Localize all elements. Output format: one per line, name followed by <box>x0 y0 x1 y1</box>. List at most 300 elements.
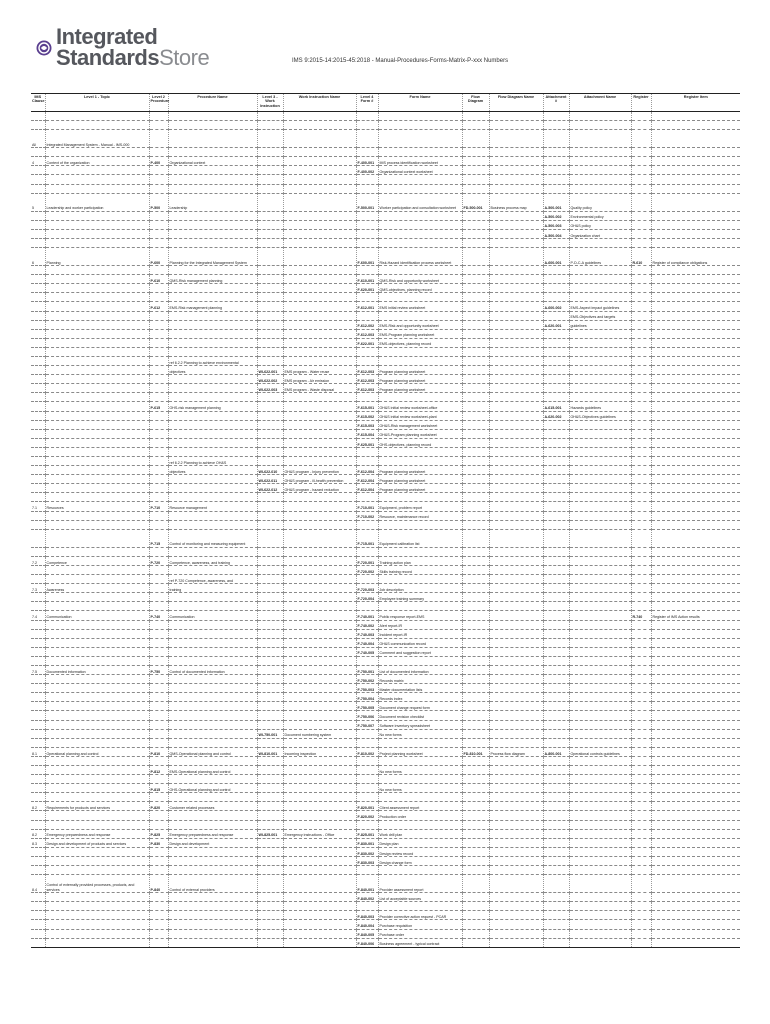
table-cell: QMS-Risk and opportunity worksheet <box>378 275 462 284</box>
table-cell: Skills training record <box>378 565 462 574</box>
table-cell <box>631 938 651 947</box>
table-cell: F-500-001 <box>356 193 378 211</box>
table-cell <box>168 593 257 602</box>
table-cell: P-612 <box>149 302 168 311</box>
table-cell: No new forms <box>378 784 462 793</box>
table-cell <box>149 447 168 456</box>
table-cell: Hazards guidelines <box>569 402 631 411</box>
table-row <box>31 702 740 711</box>
table-cell: F-615-002 <box>356 411 378 420</box>
table-cell <box>651 284 740 293</box>
table-cell <box>489 175 543 184</box>
table-cell: F-710-002 <box>356 511 378 520</box>
table-cell <box>569 148 631 157</box>
table-cell <box>462 475 489 484</box>
table-cell <box>283 802 356 811</box>
table-cell <box>168 475 257 484</box>
table-cell <box>31 175 45 184</box>
table-cell <box>462 820 489 829</box>
table-cell: F-750-001 <box>356 665 378 674</box>
table-cell <box>651 520 740 529</box>
table-cell <box>283 902 356 911</box>
table-cell <box>543 329 569 338</box>
table-cell <box>651 493 740 502</box>
table-cell: F-810-002 <box>356 747 378 756</box>
table-cell <box>651 157 740 166</box>
table-cell <box>356 756 378 765</box>
table-cell <box>168 420 257 429</box>
table-cell <box>45 148 149 157</box>
table-cell <box>462 684 489 693</box>
table-cell <box>283 920 356 929</box>
table-cell <box>149 520 168 529</box>
table-cell <box>31 547 45 556</box>
table-cell <box>149 593 168 602</box>
table-cell: Program planning worksheet <box>378 466 462 475</box>
table-cell <box>31 329 45 338</box>
table-cell: A-600-002 <box>543 302 569 311</box>
table-cell <box>149 711 168 720</box>
table-cell <box>168 311 257 320</box>
table-cell <box>631 193 651 211</box>
table-cell <box>489 121 543 130</box>
table-cell <box>569 720 631 729</box>
table-cell <box>631 929 651 938</box>
table-cell <box>149 847 168 856</box>
table-cell: F-820-002 <box>356 811 378 820</box>
table-cell <box>462 447 489 456</box>
table-cell <box>462 466 489 475</box>
table-cell <box>462 393 489 402</box>
table-cell <box>283 556 356 565</box>
table-cell: Document change request form <box>378 702 462 711</box>
table-cell <box>462 356 489 365</box>
table-cell <box>356 184 378 193</box>
table-cell <box>462 275 489 284</box>
table-cell: Design change form <box>378 856 462 865</box>
table-cell <box>257 130 283 148</box>
table-cell: P-740 <box>149 611 168 620</box>
table-row <box>31 447 740 456</box>
table-cell <box>489 875 543 893</box>
table-cell <box>378 130 462 148</box>
table-cell <box>543 502 569 511</box>
table-cell <box>257 529 283 547</box>
table-cell: F-740-005 <box>356 647 378 656</box>
table-cell <box>31 166 45 175</box>
table-cell <box>31 620 45 629</box>
table-cell <box>378 457 462 466</box>
table-cell <box>569 856 631 865</box>
table-cell: QMS-Risk management planning <box>168 275 257 284</box>
table-cell <box>569 684 631 693</box>
table-cell <box>168 647 257 656</box>
table-cell <box>283 420 356 429</box>
table-cell <box>45 729 149 738</box>
table-cell: F-840-002 <box>356 893 378 902</box>
table-cell <box>257 266 283 275</box>
table-cell <box>651 720 740 729</box>
table-cell: 8.1 <box>31 747 45 756</box>
table-cell: R-740 <box>631 611 651 620</box>
table-cell <box>489 520 543 529</box>
table-cell: EMS-Risk management planning <box>168 302 257 311</box>
table-cell: Integrated Management System - Manual - IMS-000 <box>45 130 149 148</box>
table-cell <box>569 802 631 811</box>
table-cell <box>569 875 631 893</box>
table-cell <box>489 229 543 238</box>
table-cell: F-840-001 <box>356 875 378 893</box>
table-cell <box>31 820 45 829</box>
table-row <box>31 638 740 647</box>
table-cell <box>543 675 569 684</box>
table-cell <box>283 847 356 856</box>
table-cell <box>31 847 45 856</box>
table-cell <box>543 820 569 829</box>
table-cell <box>283 656 356 665</box>
table-cell <box>489 620 543 629</box>
table-cell <box>45 675 149 684</box>
table-cell <box>257 738 283 747</box>
table-cell: F-620-001 <box>356 284 378 293</box>
table-cell <box>45 184 149 193</box>
table-cell <box>283 121 356 130</box>
table-cell <box>168 693 257 702</box>
table-cell <box>257 493 283 502</box>
table-cell <box>31 475 45 484</box>
table-cell <box>149 148 168 157</box>
table-cell <box>651 829 740 838</box>
table-cell <box>257 911 283 920</box>
table-cell <box>45 220 149 229</box>
table-cell <box>378 293 462 302</box>
table-cell: Control of monitoring and measuring equipment <box>168 529 257 547</box>
table-cell <box>631 847 651 856</box>
table-cell <box>462 366 489 375</box>
table-cell <box>257 447 283 456</box>
table-cell: Leadership and worker participation <box>45 193 149 211</box>
table-cell: WI-622-002 <box>257 375 283 384</box>
table-cell <box>631 175 651 184</box>
table-cell <box>569 929 631 938</box>
table-cell <box>651 793 740 802</box>
table-cell <box>257 793 283 802</box>
table-cell <box>651 756 740 765</box>
table-cell <box>45 366 149 375</box>
table-cell <box>283 629 356 638</box>
table-cell <box>283 193 356 211</box>
table-cell: F-720-002 <box>356 565 378 574</box>
table-cell <box>651 565 740 574</box>
table-cell <box>168 547 257 556</box>
table-cell <box>543 447 569 456</box>
table-row <box>31 229 740 238</box>
table-cell <box>462 238 489 247</box>
table-cell <box>283 575 356 584</box>
table-cell <box>569 393 631 402</box>
table-cell <box>149 484 168 493</box>
table-cell <box>283 130 356 148</box>
table-cell <box>543 347 569 356</box>
table-cell <box>543 756 569 765</box>
table-cell: Process flow diagram <box>489 747 543 756</box>
table-cell <box>489 584 543 593</box>
table-cell <box>631 711 651 720</box>
table-body <box>31 112 740 948</box>
table-cell <box>257 238 283 247</box>
table-cell: OH&S communication record <box>378 638 462 647</box>
table-cell <box>168 720 257 729</box>
table-cell <box>257 866 283 875</box>
table-cell: F-840-006 <box>356 938 378 947</box>
table-cell <box>462 756 489 765</box>
table-cell <box>283 784 356 793</box>
table-cell: OHS-risk management planning <box>168 402 257 411</box>
table-cell <box>489 338 543 347</box>
table-row <box>31 675 740 684</box>
table-cell: F-740-002 <box>356 620 378 629</box>
table-cell <box>543 729 569 738</box>
table-cell: F-840-004 <box>356 920 378 929</box>
table-cell <box>149 475 168 484</box>
table-cell: 7.5 <box>31 665 45 674</box>
table-cell: Business agreement - typical contract <box>378 938 462 947</box>
table-cell <box>631 675 651 684</box>
table-cell: A-500-002 <box>543 211 569 220</box>
table-cell <box>651 293 740 302</box>
table-cell <box>168 347 257 356</box>
table-cell <box>651 647 740 656</box>
table-cell: F-840-005 <box>356 929 378 938</box>
table-cell <box>149 375 168 384</box>
table-cell <box>651 366 740 375</box>
table-cell <box>378 520 462 529</box>
table-cell <box>631 520 651 529</box>
table-cell <box>257 929 283 938</box>
table-cell <box>257 511 283 520</box>
table-cell <box>651 266 740 275</box>
table-cell <box>631 638 651 647</box>
table-cell <box>489 457 543 466</box>
table-cell: F-612-001 <box>356 302 378 311</box>
table-cell: F-740-004 <box>356 638 378 647</box>
table-cell <box>283 429 356 438</box>
table-cell <box>631 920 651 929</box>
table-row <box>31 529 740 547</box>
table-row <box>31 520 740 529</box>
table-cell <box>489 112 543 121</box>
table-cell <box>45 457 149 466</box>
column-header: Procedure Name <box>168 94 257 112</box>
table-cell <box>631 747 651 756</box>
table-cell: Job description <box>378 584 462 593</box>
table-cell <box>651 475 740 484</box>
table-cell <box>462 520 489 529</box>
table-cell <box>378 184 462 193</box>
table-cell <box>543 311 569 320</box>
table-cell: F-715-001 <box>356 529 378 547</box>
table-cell: Design and development of products and services <box>45 838 149 847</box>
table-cell <box>356 148 378 157</box>
table-cell <box>631 429 651 438</box>
table-cell <box>543 620 569 629</box>
table-cell: Work drill plan <box>378 829 462 838</box>
table-cell <box>149 457 168 466</box>
table-cell: F-830-001 <box>356 838 378 847</box>
table-cell: 7.2 <box>31 556 45 565</box>
table-cell <box>543 647 569 656</box>
table-cell <box>569 847 631 856</box>
table-cell <box>257 211 283 220</box>
table-cell <box>569 429 631 438</box>
table-cell: F-740-001 <box>356 611 378 620</box>
table-row <box>31 112 740 121</box>
table-row <box>31 193 740 211</box>
table-cell <box>651 466 740 475</box>
table-cell <box>569 838 631 847</box>
table-cell <box>168 438 257 447</box>
table-cell <box>489 475 543 484</box>
table-cell <box>45 893 149 902</box>
table-cell <box>168 384 257 393</box>
table-cell <box>651 893 740 902</box>
table-row <box>31 629 740 638</box>
table-cell <box>168 293 257 302</box>
table-cell <box>45 275 149 284</box>
table-cell <box>378 575 462 584</box>
table-cell <box>489 647 543 656</box>
table-cell <box>489 166 543 175</box>
table-cell: P-710 <box>149 502 168 511</box>
table-cell: F-400-001 <box>356 157 378 166</box>
table-cell <box>631 475 651 484</box>
table-cell: EMS-objectives, planning record <box>378 338 462 347</box>
table-cell <box>149 547 168 556</box>
table-cell: Program planning worksheet <box>378 375 462 384</box>
table-cell <box>45 484 149 493</box>
table-cell <box>631 493 651 502</box>
table-cell <box>149 238 168 247</box>
table-cell <box>257 802 283 811</box>
table-row <box>31 411 740 420</box>
table-cell <box>149 793 168 802</box>
table-cell <box>651 593 740 602</box>
table-cell <box>462 411 489 420</box>
table-cell <box>257 775 283 784</box>
table-cell: Program planning worksheet <box>378 366 462 375</box>
table-cell <box>257 347 283 356</box>
table-cell <box>168 938 257 947</box>
table-cell <box>149 575 168 584</box>
column-header: Level 1 - Topic <box>45 94 149 112</box>
table-cell <box>651 338 740 347</box>
table-cell <box>543 166 569 175</box>
table-cell <box>569 893 631 902</box>
table-cell <box>168 793 257 802</box>
table-cell <box>149 684 168 693</box>
table-cell <box>569 166 631 175</box>
table-cell: training <box>168 584 257 593</box>
table-cell <box>257 121 283 130</box>
table-cell <box>489 284 543 293</box>
table-cell <box>356 393 378 402</box>
table-cell <box>149 493 168 502</box>
table-cell <box>45 511 149 520</box>
table-cell <box>31 656 45 665</box>
table-cell: Emergency instructions - Office <box>283 829 356 838</box>
column-header: Flow Diagram <box>462 94 489 112</box>
table-cell <box>569 184 631 193</box>
table-cell <box>569 575 631 584</box>
table-row <box>31 302 740 311</box>
table-cell <box>356 902 378 911</box>
table-cell: F-720-001 <box>356 556 378 565</box>
table-cell <box>631 121 651 130</box>
table-cell <box>462 284 489 293</box>
table-row <box>31 547 740 556</box>
table-cell <box>569 375 631 384</box>
table-cell: Awareness <box>45 584 149 593</box>
table-cell <box>149 175 168 184</box>
table-cell <box>356 793 378 802</box>
table-cell <box>168 638 257 647</box>
brand-line-2b: Store <box>159 45 210 70</box>
table-cell <box>31 375 45 384</box>
table-cell <box>631 766 651 775</box>
table-cell <box>543 384 569 393</box>
table-cell <box>257 547 283 556</box>
table-row <box>31 220 740 229</box>
table-cell <box>257 175 283 184</box>
table-cell <box>45 856 149 865</box>
table-cell <box>543 575 569 584</box>
table-cell <box>569 711 631 720</box>
table-cell: Master documentation lists <box>378 684 462 693</box>
table-cell <box>378 602 462 611</box>
table-cell <box>569 911 631 920</box>
table-cell <box>257 457 283 466</box>
table-cell <box>31 211 45 220</box>
table-cell <box>31 929 45 938</box>
table-cell <box>356 311 378 320</box>
table-cell <box>569 584 631 593</box>
table-cell <box>631 384 651 393</box>
table-cell <box>462 611 489 620</box>
table-cell <box>31 411 45 420</box>
table-cell <box>631 793 651 802</box>
column-header: Attachment Name <box>569 94 631 112</box>
table-cell: Requirements for products and services <box>45 802 149 811</box>
table-cell <box>257 602 283 611</box>
table-cell <box>257 320 283 329</box>
table-cell <box>257 293 283 302</box>
table-cell <box>149 184 168 193</box>
table-cell <box>462 629 489 638</box>
table-cell <box>31 565 45 574</box>
table-cell <box>569 729 631 738</box>
table-cell <box>543 275 569 284</box>
table-cell <box>257 402 283 411</box>
table-cell <box>283 593 356 602</box>
table-cell <box>489 356 543 365</box>
table-cell <box>45 438 149 447</box>
table-cell <box>31 320 45 329</box>
table-cell <box>149 693 168 702</box>
table-cell <box>356 784 378 793</box>
table-cell <box>149 338 168 347</box>
table-cell <box>462 766 489 775</box>
table-cell <box>168 112 257 121</box>
